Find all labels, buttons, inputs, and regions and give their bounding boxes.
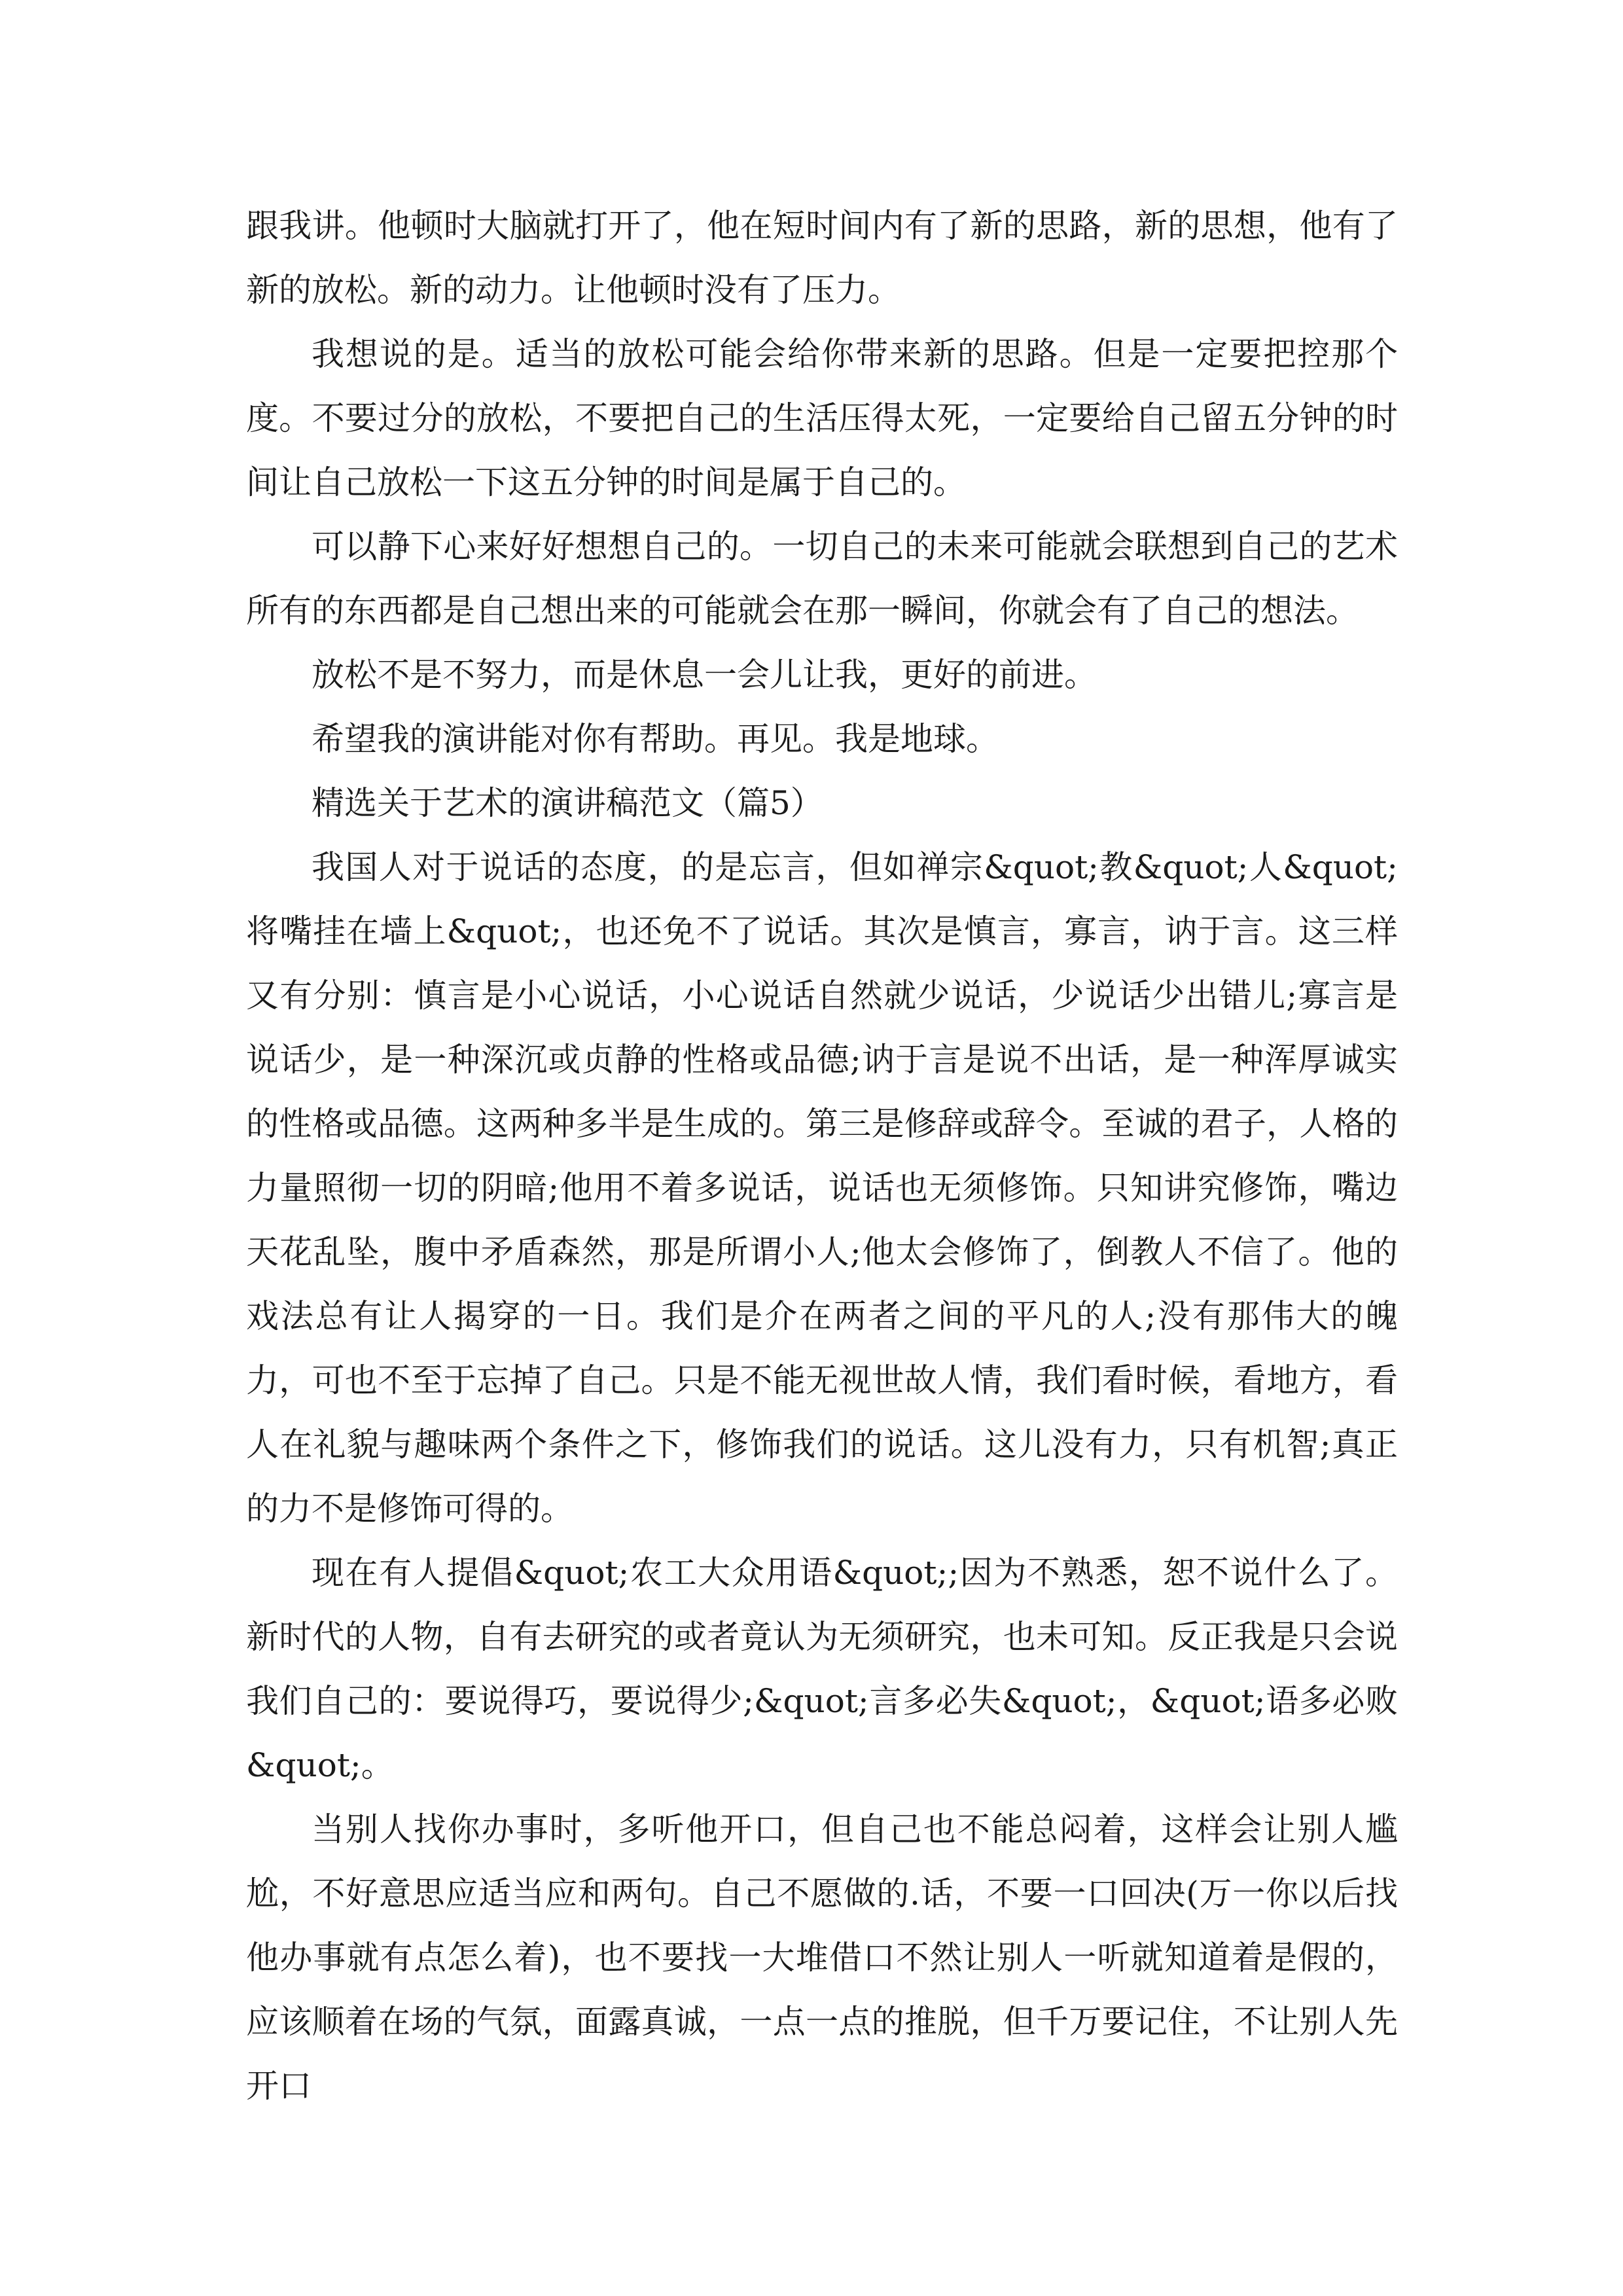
paragraph-1: 跟我讲。他顿时大脑就打开了，他在短时间内有了新的思路，新的思想，他有了新的放松。新的动力。让他顿时没有了压力。 <box>246 207 1398 309</box>
paragraph-2: 我想说的是。适当的放松可能会给你带来新的思路。但是一定要把控那个度。不要过分的放松，不要把自己的生活压得太死，一定要给自己留五分钟的时间让自己放松一下这五分钟的时间是属于自己的。 <box>246 335 1398 501</box>
paragraph-8: 当别人找你办事时，多听他开口，但自己也不能总闷着，这样会让别人尴尬，不好意思应适当应和两句。自己不愿做的.话，不要一口回决(万一你以后找他办事就有点怎么着)，也不要找一大堆借口不然让别人一听就知道着是假的，应该顺着在场的气氛，面露真诚，一点一点的推脱，但千万要记住，不让别人先开口 <box>246 1810 1398 2105</box>
paragraph-4: 放松不是不努力，而是休息一会儿让我，更好的前进。 <box>312 656 1097 694</box>
paragraph-6: 我国人对于说话的态度，的是忘言，但如禅宗&quot;教&quot;人&quot;将嘴挂在墙上&quot;，也还免不了说话。其次是慎言，寡言，讷于言。这三样又有分别：慎言是小心说话，小心说话自然就少说话，少说话少出错儿;寡言是说话少，是一种深沉或贞静的性格或品德;讷于言是说不出话，是一种浑厚诚实的性格或品德。这两种多半是生成的。第三是修辞或辞令。至诚的君子，人格的力量照彻一切的阴暗;他用不着多说话，说话也无须修饰。只知讲究修饰，嘴边天花乱坠，腹中矛盾森然，那是所谓小人;他太会修饰了，倒教人不信了。他的戏法总有让人揭穿的一日。我们是介在两者之间的平凡的人;没有那伟大的魄力，可也不至于忘掉了自己。只是不能无视世故人情，我们看时候，看地方，看人在礼貌与趣味两个条件之下，修饰我们的说话。这儿没有力，只有机智;真正的力不是修饰可得的。 <box>246 848 1398 1528</box>
paragraph-7: 现在有人提倡&quot;农工大众用语&quot;;因为不熟悉，恕不说什么了。新时代的人物，自有去研究的或者竟认为无须研究，也未可知。反正我是只会说我们自己的：要说得巧，要说得少;&quot;言多必失&quot;，&quot;语多必败&quot;。 <box>246 1554 1398 1784</box>
section-heading: 精选关于艺术的演讲稿范文（篇5） <box>312 784 823 822</box>
document-body <box>246 194 1398 2118</box>
paragraph-3: 可以静下心来好好想想自己的。一切自己的未来可能就会联想到自己的艺术所有的东西都是自己想出来的可能就会在那一瞬间，你就会有了自己的想法。 <box>246 528 1398 630</box>
paragraph-5: 希望我的演讲能对你有帮助。再见。我是地球。 <box>312 720 999 758</box>
